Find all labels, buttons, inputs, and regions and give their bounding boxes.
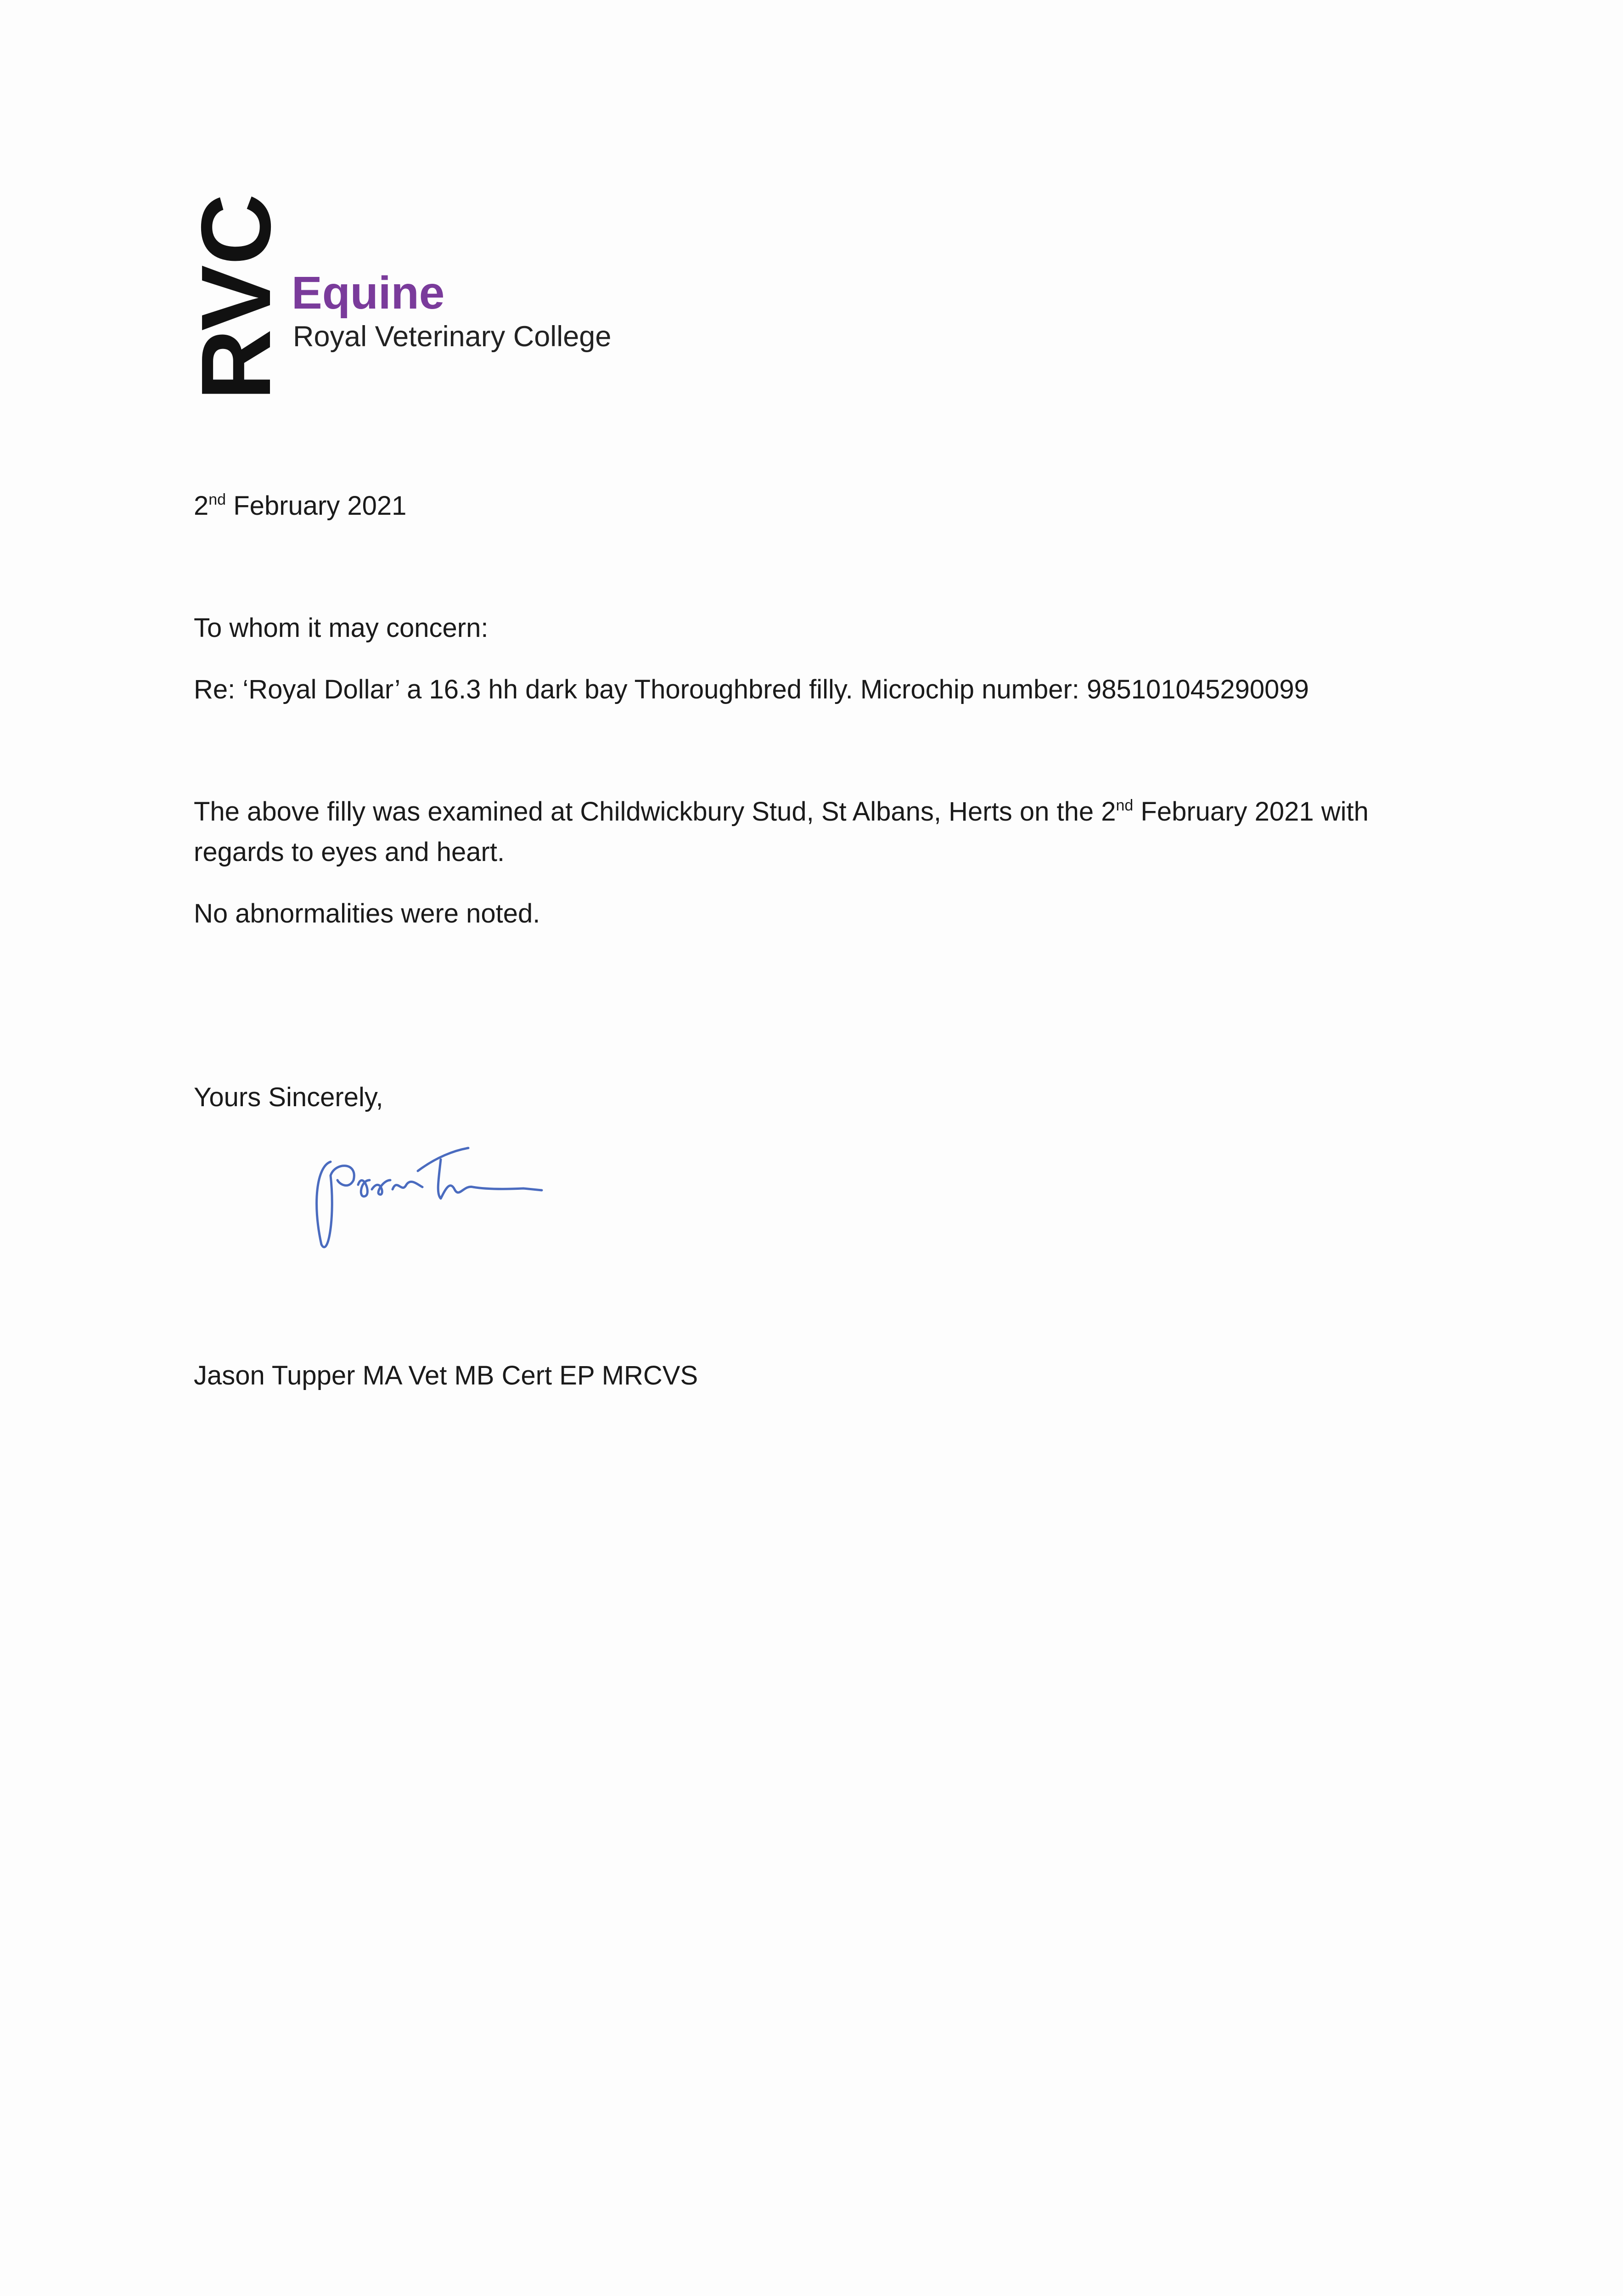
letter-date bbox=[194, 486, 406, 526]
body-date-suffix: nd bbox=[1116, 797, 1134, 814]
finding: No abnormalities were noted. bbox=[194, 899, 540, 929]
body-part2: February 2021 with regards to eyes and heart. bbox=[194, 797, 1369, 867]
closing: Yours Sincerely, bbox=[194, 1082, 383, 1112]
signatory-name: Jason Tupper MA Vet MB Cert EP MRCVS bbox=[194, 1361, 698, 1390]
handwritten-signature bbox=[303, 1134, 606, 1281]
logo-mark-text: RVC bbox=[180, 193, 291, 400]
date-rest: February 2021 bbox=[226, 491, 407, 521]
body-paragraph bbox=[194, 792, 1443, 872]
body-part1: The above filly was examined at Childwickbury Stud, St Albans, Herts on the 2 bbox=[194, 797, 1116, 827]
re-line: Re: ‘Royal Dollar’ a 16.3 hh dark bay Thoroughbred filly. Microchip number: 985101045290099 bbox=[194, 675, 1309, 704]
salutation: To whom it may concern: bbox=[194, 613, 489, 643]
rvc-logo bbox=[180, 193, 652, 404]
logo-college-subtitle: Royal Veterinary College bbox=[293, 321, 612, 353]
date-suffix: nd bbox=[208, 491, 226, 508]
logo-equine-title: Equine bbox=[292, 267, 445, 319]
date-day: 2 bbox=[194, 491, 209, 521]
rvc-logo-mark bbox=[180, 193, 291, 404]
